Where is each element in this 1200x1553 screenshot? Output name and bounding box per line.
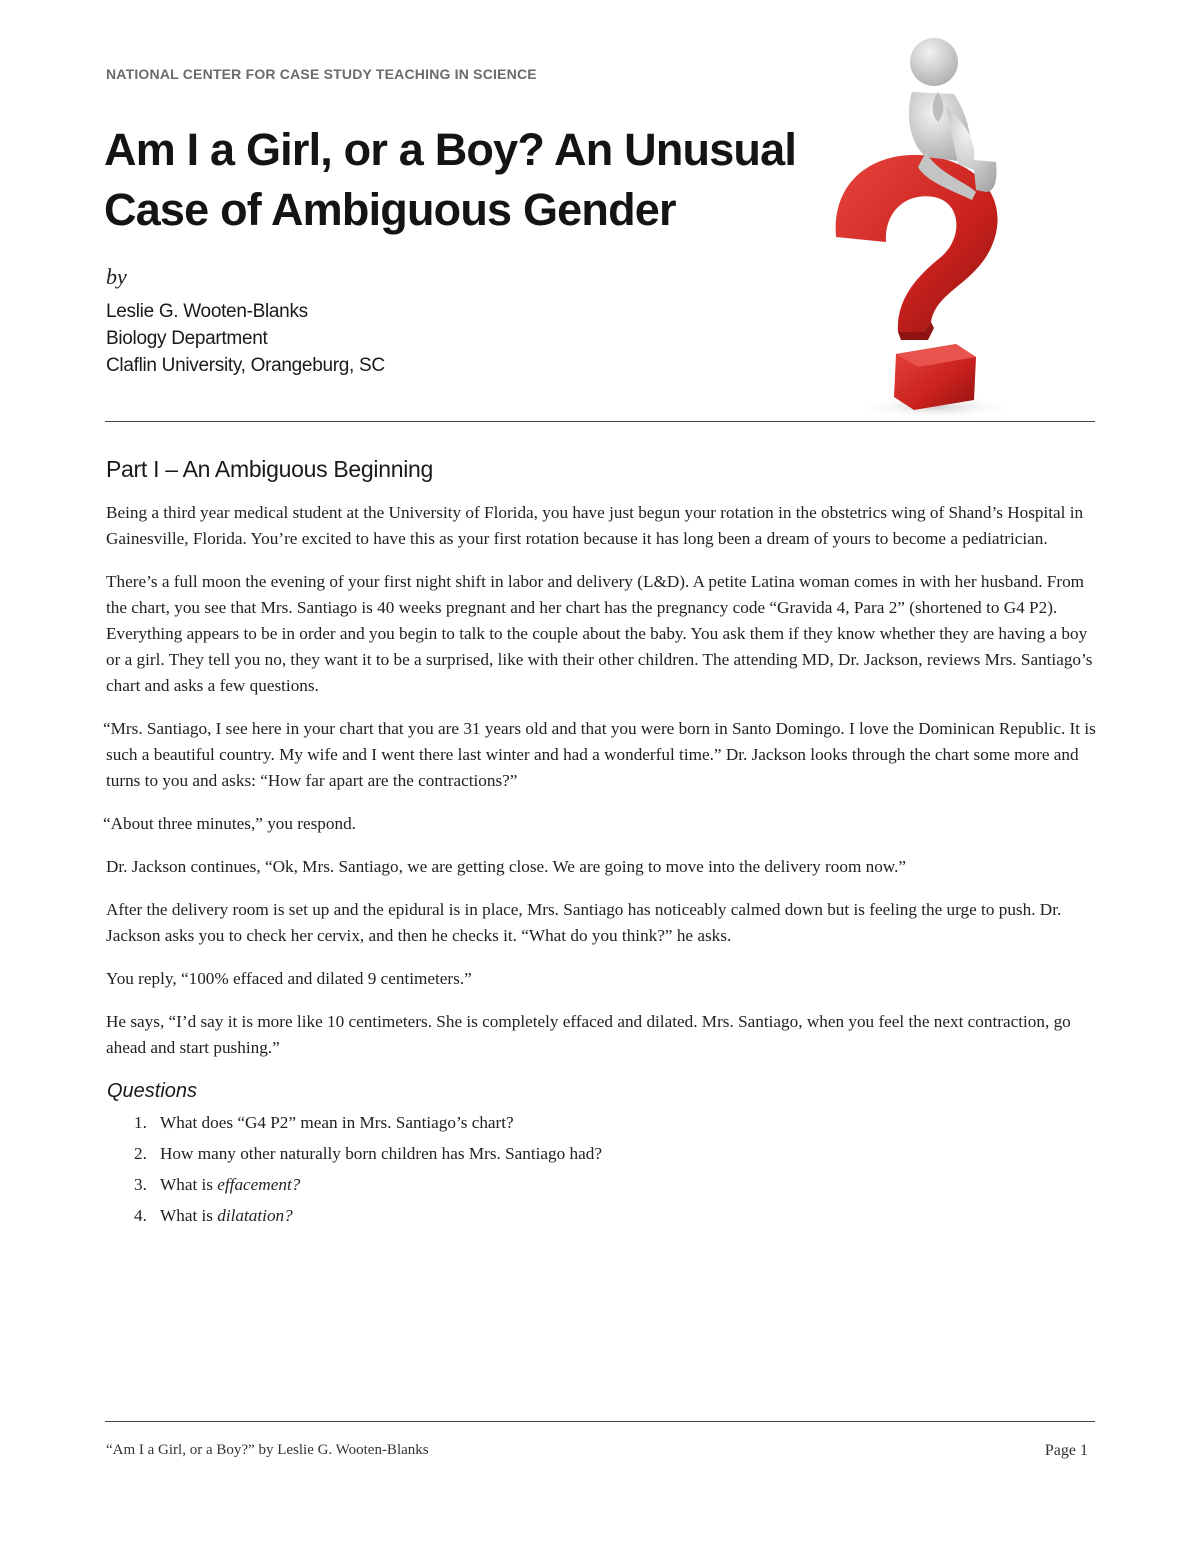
question-text: What does “G4 P2” mean in Mrs. Santiago’s chart?: [160, 1113, 514, 1132]
question-item: [134, 1172, 1096, 1198]
question-term: dilatation?: [217, 1206, 293, 1225]
paragraph: You reply, “100% effaced and dilated 9 centimeters.”: [106, 969, 472, 988]
paragraph: After the delivery room is set up and the epidural is in place, Mrs. Santiago has noticeably calmed down but is feeling the urge to push. Dr. Jackson asks you to check her cervix, and then he checks it. “What do you think?” he asks.: [106, 900, 1062, 945]
document-title: [104, 120, 824, 240]
question-text: What is: [160, 1175, 218, 1194]
title-line-1: Am I a Girl, or a Boy? An Unusual: [104, 124, 797, 175]
author-institution: Claflin University, Orangeburg, SC: [106, 355, 385, 376]
footer-divider: [105, 1421, 1095, 1422]
byline-by: by: [106, 264, 127, 289]
section-title: Part I – An Ambiguous Beginning: [106, 456, 433, 482]
header-divider: [105, 421, 1095, 422]
case-body: [103, 500, 1096, 1234]
question-term: effacement?: [217, 1175, 301, 1194]
question-number: 2.: [134, 1144, 147, 1163]
questions-list: [106, 1110, 1096, 1229]
question-number: 3.: [134, 1175, 147, 1194]
author-block: [106, 298, 385, 379]
paragraph: “Mrs. Santiago, I see here in your chart that you are 31 years old and that you were born in Santo Domingo. I love the Dominican Republic. It is such a beautiful country. My wife and I went there last winter and had a wonderful time.” Dr. Jackson looks through the chart some more and turns to you and asks: “How far apart are the contractions?”: [103, 719, 1096, 790]
question-text: What is: [160, 1206, 218, 1225]
question-item: [134, 1141, 1096, 1167]
questions-heading: Questions: [107, 1080, 198, 1102]
question-text: How many other naturally born children has Mrs. Santiago had?: [160, 1144, 602, 1163]
page-number: Page 1: [1044, 1442, 1088, 1459]
paragraph: “About three minutes,” you respond.: [103, 814, 356, 833]
question-item: [134, 1203, 1096, 1229]
question-item: [134, 1110, 1096, 1136]
author-name: Leslie G. Wooten-Blanks: [106, 301, 308, 322]
question-mark-figure-icon: [826, 32, 1026, 422]
paragraph: Being a third year medical student at the University of Florida, you have just begun your rotation in the obstetrics wing of Shand’s Hospital in Gainesville, Florida. You’re excited to have this as your first rotation because it has long been a dream of yours to become a pediatrician.: [106, 503, 1084, 548]
footer-citation: “Am I a Girl, or a Boy?” by Leslie G. Wooten-Blanks: [106, 1442, 429, 1458]
paragraph: Dr. Jackson continues, “Ok, Mrs. Santiago, we are getting close. We are going to move into the delivery room now.”: [106, 857, 907, 876]
paragraph: He says, “I’d say it is more like 10 centimeters. She is completely effaced and dilated. Mrs. Santiago, when you feel the next contraction, go ahead and start pushing.”: [106, 1012, 1071, 1057]
paragraph: There’s a full moon the evening of your first night shift in labor and delivery (L&D). A petite Latina woman comes in with her husband. From the chart, you see that Mrs. Santiago is 40 weeks pregnant and her chart has the pregnancy code “Gravida 4, Para 2” (shortened to G4 P2). Everything appears to be in order and you begin to talk to the couple about the baby. You ask them if they know whether they are having a boy or a girl. They tell you no, they want it to be a surprised, like with their other children. The attending MD, Dr. Jackson, reviews Mrs. Santiago’s chart and asks a few questions.: [106, 572, 1093, 695]
author-department: Biology Department: [106, 328, 268, 349]
title-line-2: Case of Ambiguous Gender: [104, 184, 676, 235]
organization-header: NATIONAL CENTER FOR CASE STUDY TEACHING IN SCIENCE: [106, 66, 537, 82]
question-number: 4.: [134, 1206, 147, 1225]
question-number: 1.: [134, 1113, 147, 1132]
